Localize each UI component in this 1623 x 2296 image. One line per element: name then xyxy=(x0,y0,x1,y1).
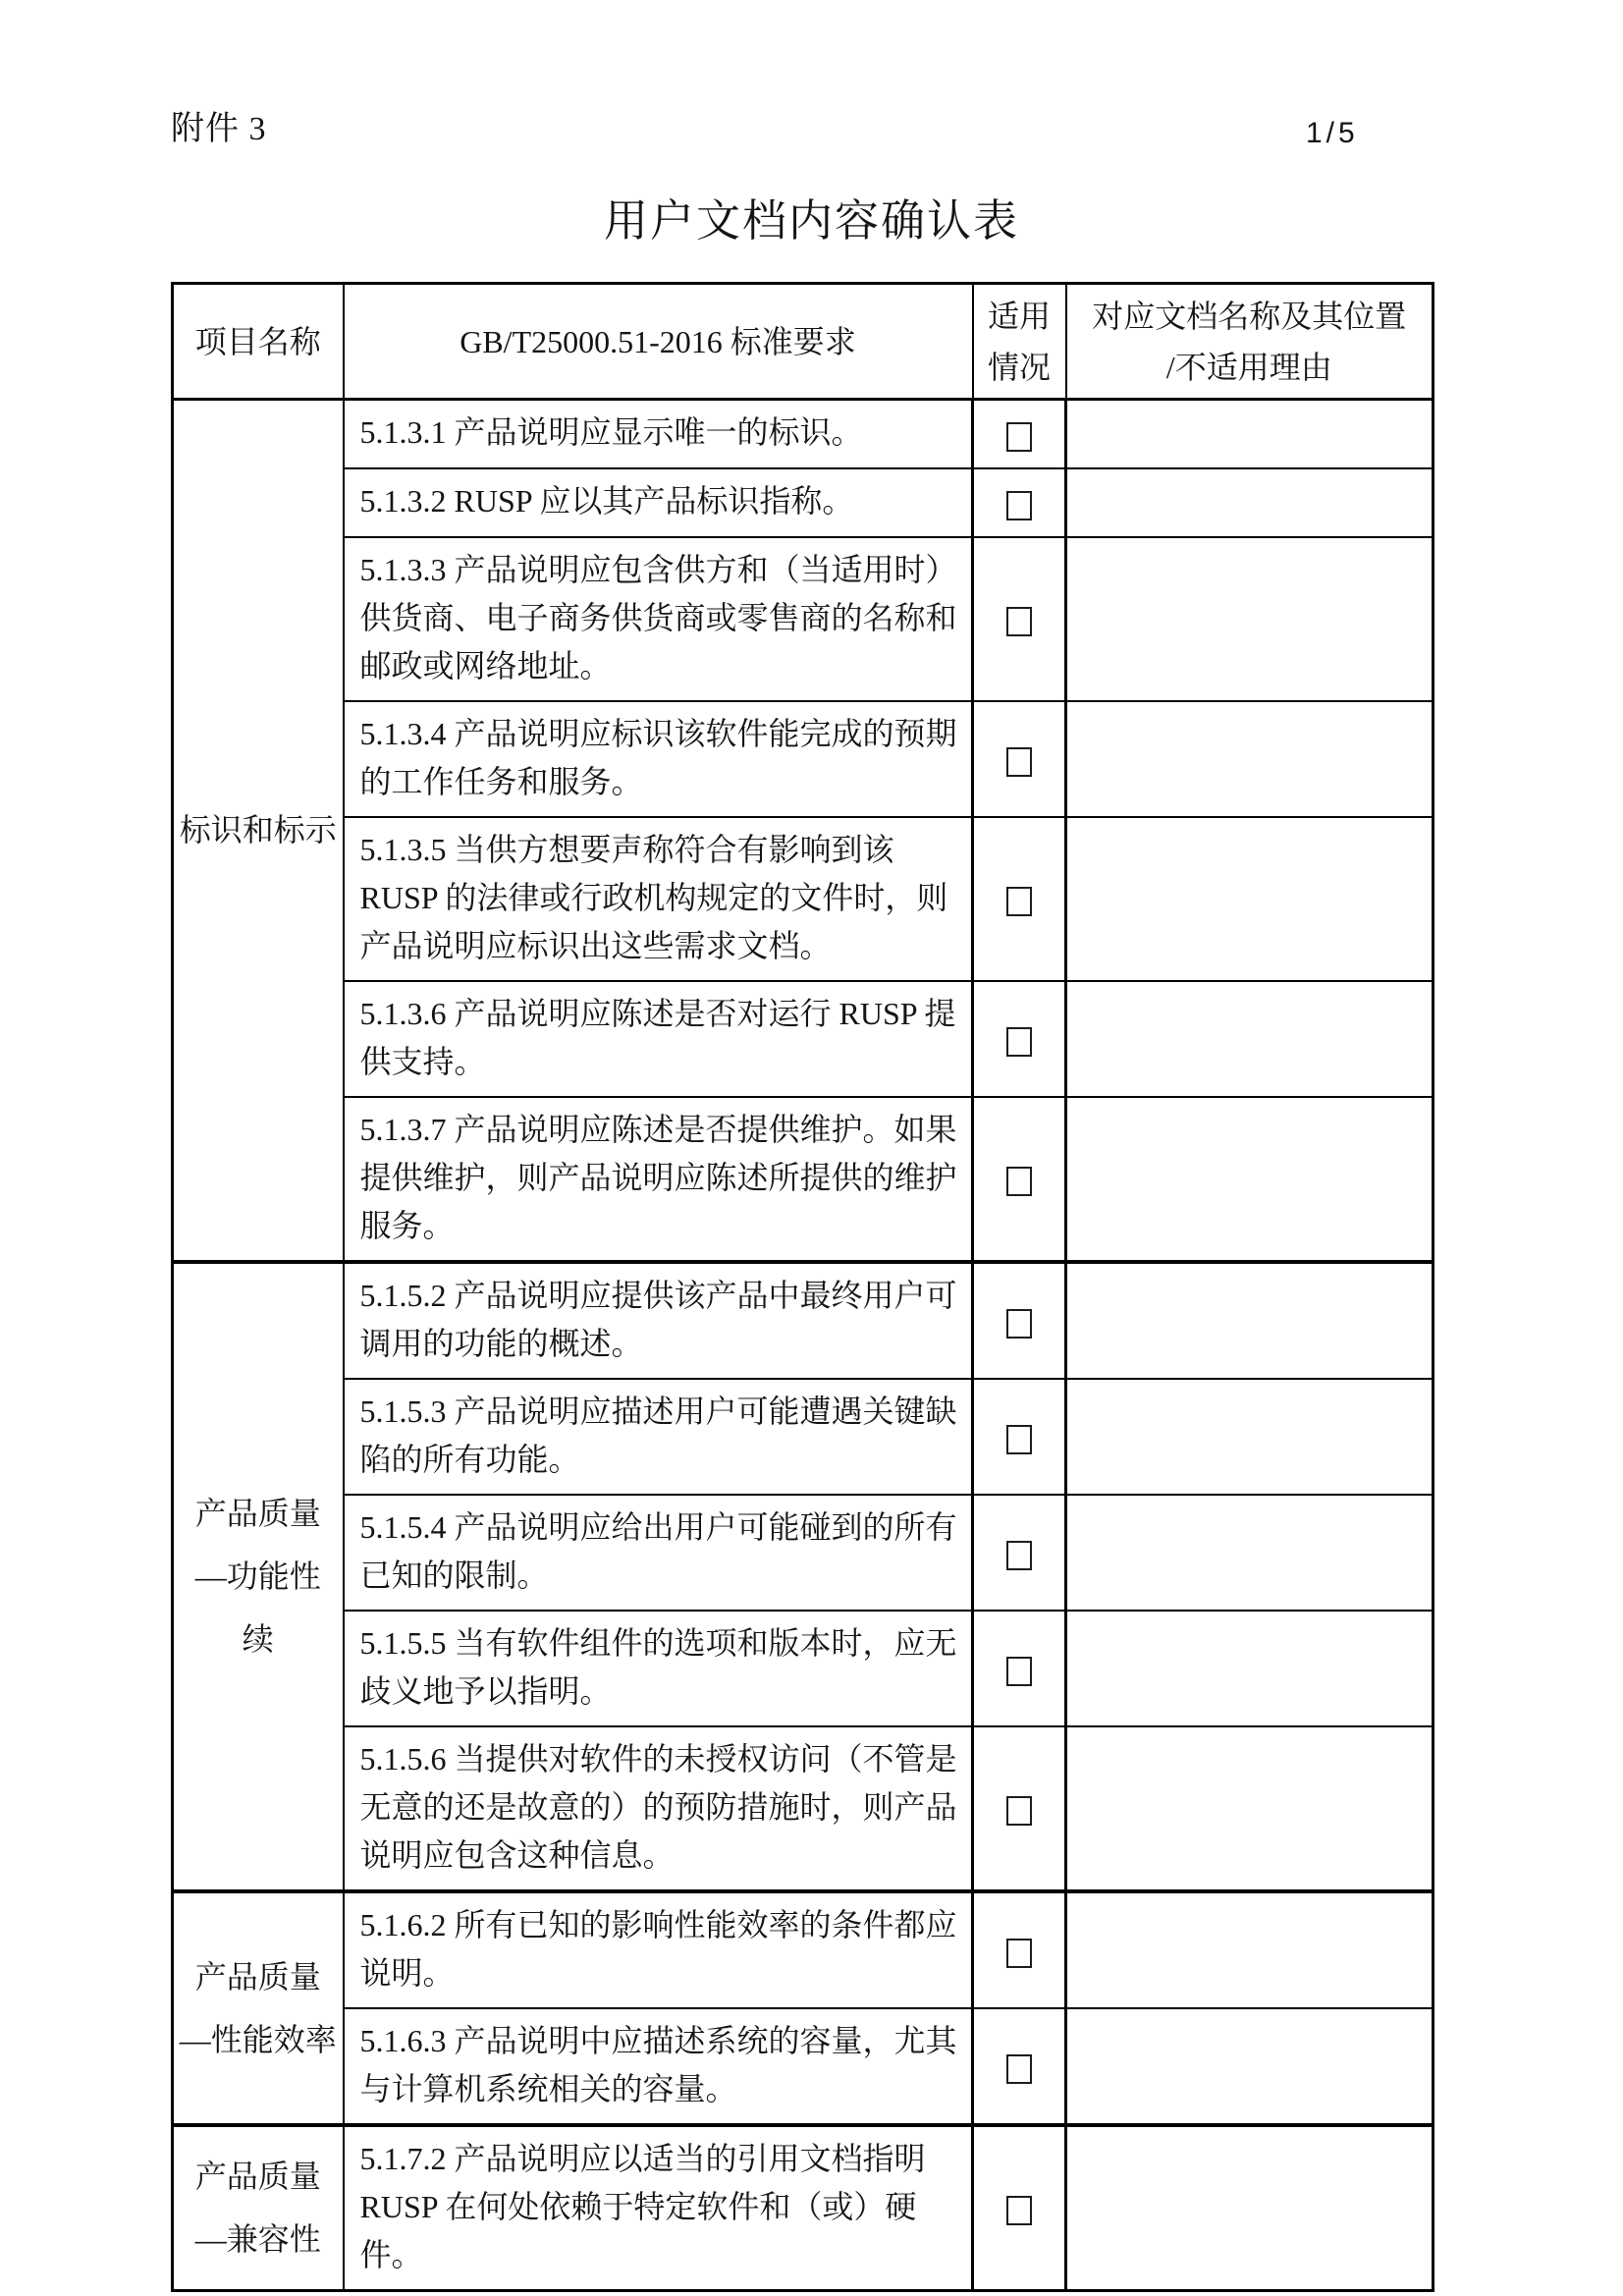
table-row xyxy=(173,981,1434,1097)
header-row xyxy=(173,284,1434,400)
category-cell xyxy=(173,400,344,1262)
table-row xyxy=(173,468,1434,537)
requirement-text-cell: 5.1.5.4 产品说明应给出用户可能碰到的所有已知的限制。 xyxy=(344,1495,973,1611)
category-label-line: —功能性 xyxy=(194,1558,321,1594)
table-row xyxy=(173,537,1434,701)
category-label-line: —性能效率 xyxy=(179,2021,337,2057)
category-cell xyxy=(173,1262,344,1891)
requirement-text-cell: 5.1.3.2 RUSP 应以其产品标识指称。 xyxy=(344,468,973,537)
category-label-line: 产品质量 xyxy=(194,1496,321,1531)
table-row xyxy=(173,1097,1434,1262)
checkbox-icon[interactable] xyxy=(1006,422,1032,452)
checkbox-icon[interactable] xyxy=(1006,1541,1032,1570)
checkbox-icon[interactable] xyxy=(1006,491,1032,520)
requirement-text-cell: 5.1.3.4 产品说明应标识该软件能完成的预期的工作任务和服务。 xyxy=(344,701,973,817)
doc-location-cell[interactable] xyxy=(1066,1891,1434,2008)
doc-location-cell[interactable] xyxy=(1066,1495,1434,1611)
applicability-cell xyxy=(973,1891,1066,2008)
table-row xyxy=(173,1726,1434,1891)
table-row xyxy=(173,701,1434,817)
requirement-text-cell: 5.1.5.2 产品说明应提供该产品中最终用户可调用的功能的概述。 xyxy=(344,1262,973,1379)
checkbox-icon[interactable] xyxy=(1006,607,1032,636)
applicability-cell xyxy=(973,537,1066,701)
checkbox-icon[interactable] xyxy=(1006,1796,1032,1826)
checkbox-icon[interactable] xyxy=(1006,1309,1032,1339)
checkbox-icon[interactable] xyxy=(1006,1425,1032,1454)
table-row xyxy=(173,1262,1434,1379)
doc-location-cell[interactable] xyxy=(1066,1611,1434,1726)
header-applicability xyxy=(973,284,1066,400)
table-header xyxy=(173,284,1434,400)
table-row xyxy=(173,1379,1434,1495)
applicability-cell xyxy=(973,2125,1066,2291)
requirement-text-cell: 5.1.3.6 产品说明应陈述是否对运行 RUSP 提供支持。 xyxy=(344,981,973,1097)
category-cell xyxy=(173,1891,344,2125)
applicability-cell xyxy=(973,400,1066,468)
checkbox-icon[interactable] xyxy=(1006,1657,1032,1686)
category-cell xyxy=(173,2125,344,2291)
header-applicability-line2: 情况 xyxy=(987,349,1051,385)
applicability-cell xyxy=(973,1379,1066,1495)
confirmation-table xyxy=(171,282,1434,2292)
header-applicability-line1: 适用 xyxy=(987,298,1051,334)
doc-location-cell[interactable] xyxy=(1066,1097,1434,1262)
header-doc-location-line1: 对应文档名称及其位置 xyxy=(1092,298,1407,334)
applicability-cell xyxy=(973,817,1066,981)
checkbox-icon[interactable] xyxy=(1006,747,1032,777)
requirement-text-cell: 5.1.3.5 当供方想要声称符合有影响到该 RUSP 的法律或行政机构规定的文件时，则产品说明应标识出这些需求文档。 xyxy=(344,817,973,981)
requirement-text-cell: 5.1.3.1 产品说明应显示唯一的标识。 xyxy=(344,400,973,468)
table-row xyxy=(173,1495,1434,1611)
requirement-text-cell: 5.1.7.2 产品说明应以适当的引用文档指明 RUSP 在何处依赖于特定软件和（或）硬件。 xyxy=(344,2125,973,2291)
doc-location-cell[interactable] xyxy=(1066,981,1434,1097)
doc-location-cell[interactable] xyxy=(1066,1379,1434,1495)
requirement-text-cell: 5.1.3.7 产品说明应陈述是否提供维护。如果提供维护，则产品说明应陈述所提供的维护服务。 xyxy=(344,1097,973,1262)
header-project-name: 项目名称 xyxy=(173,284,344,400)
doc-location-cell[interactable] xyxy=(1066,1262,1434,1379)
applicability-cell xyxy=(973,701,1066,817)
doc-location-cell[interactable] xyxy=(1066,817,1434,981)
requirement-text-cell: 5.1.5.3 产品说明应描述用户可能遭遇关键缺陷的所有功能。 xyxy=(344,1379,973,1495)
applicability-cell xyxy=(973,1495,1066,1611)
confirmation-table-wrap xyxy=(171,282,1432,2292)
table-row xyxy=(173,1611,1434,1726)
table-row xyxy=(173,817,1434,981)
doc-location-cell[interactable] xyxy=(1066,2008,1434,2125)
doc-location-cell[interactable] xyxy=(1066,701,1434,817)
requirement-text-cell: 5.1.3.3 产品说明应包含供方和（当适用时）供货商、电子商务供货商或零售商的名称和邮政或网络地址。 xyxy=(344,537,973,701)
applicability-cell xyxy=(973,2008,1066,2125)
checkbox-icon[interactable] xyxy=(1006,2054,1032,2084)
doc-location-cell[interactable] xyxy=(1066,400,1434,468)
applicability-cell xyxy=(973,1262,1066,1379)
applicability-cell xyxy=(973,468,1066,537)
table-row xyxy=(173,2125,1434,2291)
confirmation-table-body xyxy=(173,400,1434,2291)
checkbox-icon[interactable] xyxy=(1006,2196,1032,2225)
table-row xyxy=(173,400,1434,468)
table-row xyxy=(173,2008,1434,2125)
doc-location-cell[interactable] xyxy=(1066,2125,1434,2291)
applicability-cell xyxy=(973,981,1066,1097)
category-label-line: 续 xyxy=(242,1621,274,1657)
category-label-line: —兼容性 xyxy=(194,2221,321,2257)
checkbox-icon[interactable] xyxy=(1006,1167,1032,1196)
doc-location-cell[interactable] xyxy=(1066,1726,1434,1891)
checkbox-icon[interactable] xyxy=(1006,887,1032,916)
applicability-cell xyxy=(973,1726,1066,1891)
category-label-line: 标识和标示 xyxy=(179,812,337,848)
category-label-line: 产品质量 xyxy=(194,2159,321,2194)
requirement-text-cell: 5.1.5.5 当有软件组件的选项和版本时，应无歧义地予以指明。 xyxy=(344,1611,973,1726)
doc-location-cell[interactable] xyxy=(1066,468,1434,537)
requirement-text-cell: 5.1.6.2 所有已知的影响性能效率的条件都应说明。 xyxy=(344,1891,973,2008)
requirement-text-cell: 5.1.6.3 产品说明中应描述系统的容量，尤其与计算机系统相关的容量。 xyxy=(344,2008,973,2125)
requirement-text-cell: 5.1.5.6 当提供对软件的未授权访问（不管是无意的还是故意的）的预防措施时，则产品说明应包含这种信息。 xyxy=(344,1726,973,1891)
checkbox-icon[interactable] xyxy=(1006,1027,1032,1057)
header-doc-location xyxy=(1066,284,1434,400)
attachment-label: 附件 3 xyxy=(171,111,267,147)
checkbox-icon[interactable] xyxy=(1006,1939,1032,1968)
applicability-cell xyxy=(973,1611,1066,1726)
page-number: 1/5 xyxy=(1306,117,1359,149)
applicability-cell xyxy=(973,1097,1066,1262)
table-row xyxy=(173,1891,1434,2008)
category-label-line: 产品质量 xyxy=(194,1958,321,1995)
header-doc-location-line2: /不适用理由 xyxy=(1165,349,1332,385)
header-standard-requirement: GB/T25000.51-2016 标准要求 xyxy=(344,284,973,400)
page-title: 用户文档内容确认表 xyxy=(603,196,1019,246)
doc-location-cell[interactable] xyxy=(1066,537,1434,701)
